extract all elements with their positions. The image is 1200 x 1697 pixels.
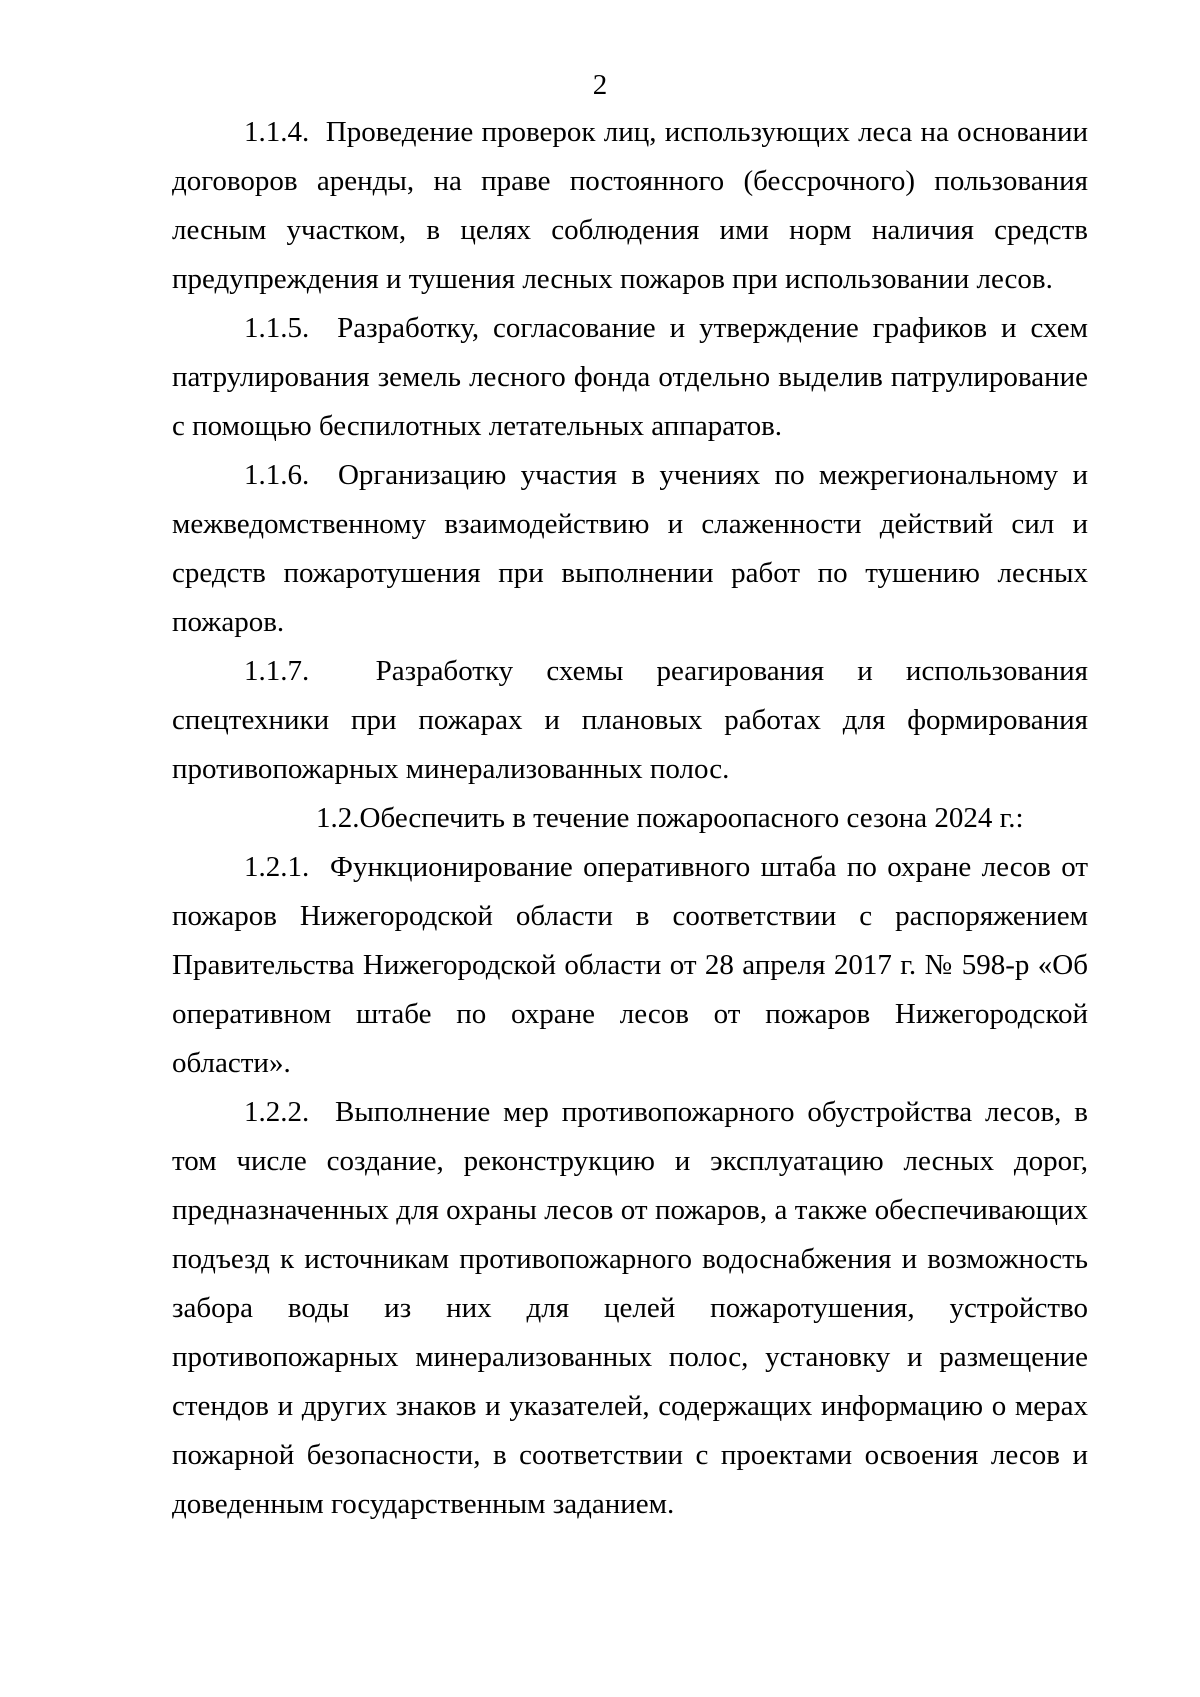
paragraph-1-2-1 — [172, 843, 1088, 1088]
paragraph-text: Разработку схемы реагирования и использования спецтехники при пожарах и плановых работах для формирования противопожарных минерализованных полос. — [172, 655, 1088, 785]
paragraph-1-2-2 — [172, 1088, 1088, 1529]
paragraph-text: Функционирование оперативного штаба по охране лесов от пожаров Нижегородской области в соответствии с распоряжением Правительства Нижегородской области от 28 апреля 2017 г. № 598-р «Об оперативном штабе по охране лесов от пожаров Нижегородской области». — [172, 851, 1088, 1079]
paragraph-number: 1.1.5. — [244, 312, 310, 344]
paragraph-1-1-5 — [172, 304, 1088, 451]
paragraph-number: 1.2.1. — [244, 851, 310, 883]
paragraph-number: 1.1.7. — [244, 655, 310, 687]
paragraph-1-1-4 — [172, 108, 1088, 304]
paragraph-1-2 — [172, 794, 1088, 843]
paragraph-text: Проведение проверок лиц, использующих леса на основании договоров аренды, на праве постоянного (бессрочного) пользования лесным участком, в целях соблюдения ими норм наличия средств предупреждения и тушения лесных пожаров при использовании лесов. — [172, 116, 1088, 295]
document-body — [172, 108, 1088, 1529]
paragraph-number: 1.1.6. — [244, 459, 310, 491]
paragraph-text: Обеспечить в течение пожароопасного сезона 2024 г.: — [359, 802, 1024, 834]
paragraph-text: Организацию участия в учениях по межрегиональному и межведомственному взаимодействию и слаженности действий сил и средств пожаротушения при выполнении работ по тушению лесных пожаров. — [172, 459, 1089, 638]
page-number: 2 — [592, 69, 608, 101]
paragraph-text: Выполнение мер противопожарного обустройства лесов, в том числе создание, реконструкцию и эксплуатацию лесных дорог, предназначенных для охраны лесов от пожаров, а также обеспечивающих подъезд к источникам противопожарного водоснабжения и возможность забора воды из них для целей пожаротушения, устройство противопожарных минерализованных полос, установку и размещение стендов и других знаков и указателей, содержащих информацию о мерах пожарной безопасности, в соответствии с проектами освоения лесов и доведенным государственным заданием. — [172, 1096, 1089, 1520]
paragraph-number: 1.2. — [316, 802, 360, 834]
paragraph-text: Разработку, согласование и утверждение графиков и схем патрулирования земель лесного фонда отдельно выделив патрулирование с помощью беспилотных летательных аппаратов. — [172, 312, 1088, 442]
paragraph-number: 1.2.2. — [244, 1096, 310, 1128]
paragraph-1-1-6 — [172, 451, 1088, 647]
paragraph-1-1-7 — [172, 647, 1088, 794]
paragraph-number: 1.1.4. — [244, 116, 310, 148]
